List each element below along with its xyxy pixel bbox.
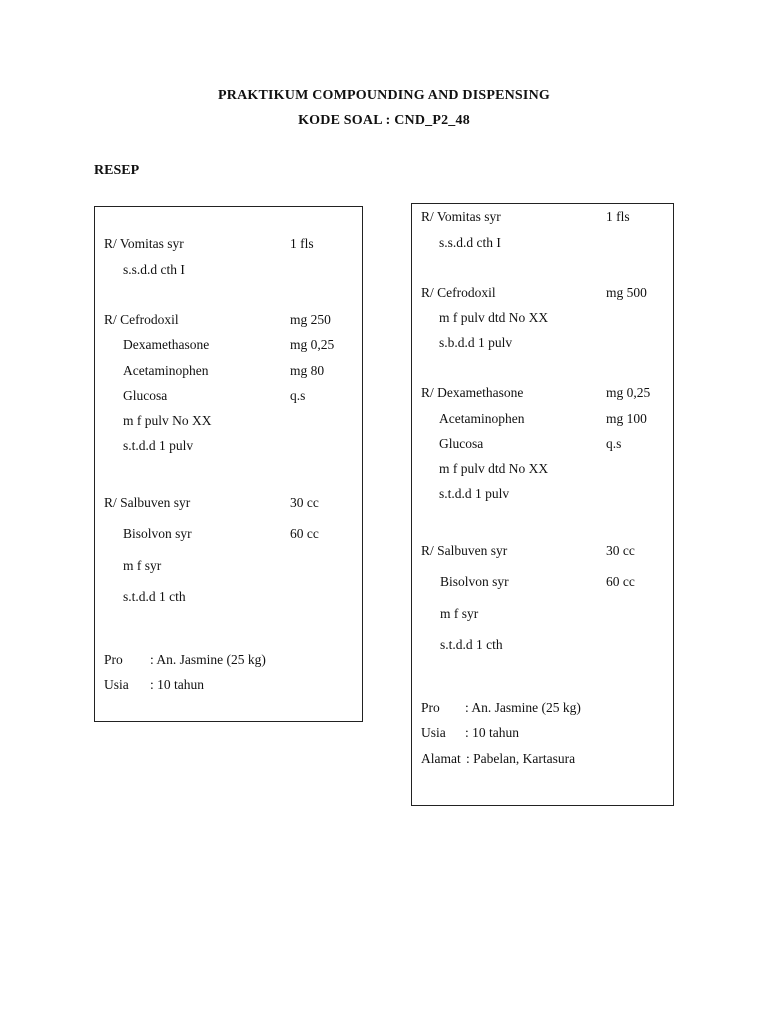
recipe-3-sig: s.t.d.d 1 cth <box>123 589 186 604</box>
age-label: Usia <box>104 677 129 692</box>
ingredient-qty: q.s <box>606 436 622 451</box>
patient-name: : An. Jasmine (25 kg) <box>150 652 266 667</box>
ingredient-name: Acetaminophen <box>123 363 209 378</box>
recipe-2-qty: mg 250 <box>290 312 331 327</box>
ingredient-name: Bisolvon syr <box>440 574 509 589</box>
ingredient-qty: 60 cc <box>290 526 319 541</box>
recipe-3-qty: mg 0,25 <box>606 385 651 400</box>
ingredient-name: Glucosa <box>123 388 168 403</box>
recipe-3-sig: s.t.d.d 1 pulv <box>439 486 510 501</box>
address-value: : Pabelan, Kartasura <box>466 751 576 766</box>
recipe-4-qty: 30 cc <box>606 543 635 558</box>
patient-name: : An. Jasmine (25 kg) <box>465 700 581 715</box>
patient-label: Pro <box>104 652 123 667</box>
age-value: : 10 tahun <box>150 677 204 692</box>
recipe-4-form: m f syr <box>440 606 479 621</box>
page-title: PRAKTIKUM COMPOUNDING AND DISPENSING <box>218 88 550 103</box>
ingredient-name: Dexamethasone <box>123 337 210 352</box>
address-label: Alamat <box>421 751 461 766</box>
ingredient-name: Acetaminophen <box>439 411 525 426</box>
recipe-3-form: m f pulv dtd No XX <box>439 461 549 476</box>
recipe-1-name: R/ Vomitas syr <box>104 236 184 251</box>
recipe-2-name: R/ Cefrodoxil <box>421 285 496 300</box>
ingredient-qty: mg 80 <box>290 363 325 378</box>
recipe-1-name: R/ Vomitas syr <box>421 209 501 224</box>
recipe-2-form: m f pulv No XX <box>123 413 212 428</box>
age-value: : 10 tahun <box>465 725 519 740</box>
ingredient-qty: q.s <box>290 388 306 403</box>
question-code: KODE SOAL : CND_P2_48 <box>298 113 470 128</box>
ingredient-qty: mg 100 <box>606 411 647 426</box>
prescription-card-1 <box>94 206 363 722</box>
recipe-1-sig: s.s.d.d cth I <box>439 235 501 250</box>
recipe-1-sig: s.s.d.d cth I <box>123 262 185 277</box>
recipe-3-qty: 30 cc <box>290 495 319 510</box>
recipe-1-qty: 1 fls <box>290 236 314 251</box>
section-label: RESEP <box>94 163 140 178</box>
recipe-2-form: m f pulv dtd No XX <box>439 310 549 325</box>
prescription-card-2 <box>411 203 674 806</box>
recipe-3-name: R/ Dexamethasone <box>421 385 524 400</box>
recipe-3-name: R/ Salbuven syr <box>104 495 191 510</box>
age-label: Usia <box>421 725 446 740</box>
ingredient-name: Glucosa <box>439 436 484 451</box>
ingredient-name: Bisolvon syr <box>123 526 192 541</box>
recipe-1-qty: 1 fls <box>606 209 630 224</box>
recipe-4-name: R/ Salbuven syr <box>421 543 508 558</box>
recipe-2-name: R/ Cefrodoxil <box>104 312 179 327</box>
recipe-3-form: m f syr <box>123 558 162 573</box>
ingredient-qty: 60 cc <box>606 574 635 589</box>
recipe-4-sig: s.t.d.d 1 cth <box>440 637 503 652</box>
ingredient-qty: mg 0,25 <box>290 337 335 352</box>
patient-label: Pro <box>421 700 440 715</box>
recipe-2-sig: s.b.d.d 1 pulv <box>439 335 513 350</box>
recipe-2-sig: s.t.d.d 1 pulv <box>123 438 194 453</box>
recipe-2-qty: mg 500 <box>606 285 647 300</box>
